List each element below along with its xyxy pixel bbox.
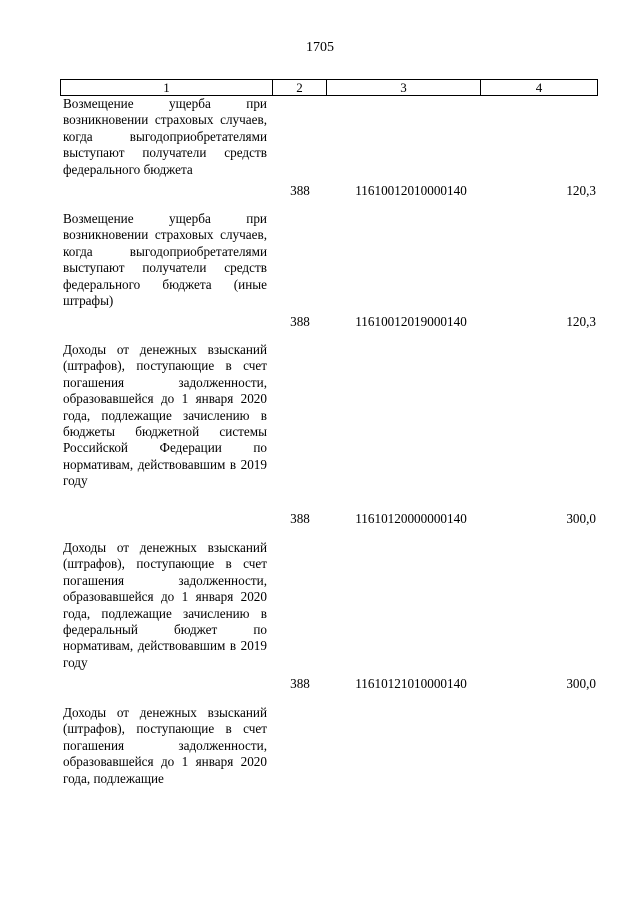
row-amount: 120,3 bbox=[566, 183, 596, 198]
row-classifier: 11610012019000140 bbox=[355, 314, 467, 329]
table-row bbox=[0, 96, 640, 211]
page-number: 1705 bbox=[306, 40, 334, 55]
row-code: 388 bbox=[290, 511, 310, 526]
row-description: Возмещение ущерба при возникновении страховых случаев, когда выгодоприобретателями выступают получатели средств федерального бюджета (иные штрафы) bbox=[63, 211, 267, 309]
table-row bbox=[0, 211, 640, 342]
header-col-2: 2 bbox=[273, 80, 327, 95]
row-amount: 300,0 bbox=[566, 676, 596, 691]
header-col-1: 1 bbox=[61, 80, 273, 95]
row-description: Доходы от денежных взысканий (штрафов), поступающие в счет погашения задолженности, образовавшейся до 1 января 2020 года, подлежащие зачислению в федеральный бюджет по нормативам, действовавшим в 2019 году bbox=[63, 540, 267, 670]
row-code: 388 bbox=[290, 183, 310, 198]
table-row bbox=[0, 342, 640, 540]
table-row bbox=[0, 705, 640, 815]
row-classifier: 11610121010000140 bbox=[355, 676, 467, 691]
row-description: Доходы от денежных взысканий (штрафов), поступающие в счет погашения задолженности, образовавшейся до 1 января 2020 года, подлежащие bbox=[63, 705, 267, 786]
header-col-3: 3 bbox=[327, 80, 481, 95]
row-description: Доходы от денежных взысканий (штрафов), поступающие в счет погашения задолженности, образовавшейся до 1 января 2020 года, подлежащие зачислению в бюджеты бюджетной системы Российской Федерации по нормативам, действовавшим в 2019 году bbox=[63, 342, 267, 489]
table-row bbox=[0, 540, 640, 705]
row-amount: 300,0 bbox=[566, 511, 596, 526]
table-body bbox=[0, 96, 640, 815]
row-code: 388 bbox=[290, 314, 310, 329]
row-classifier: 11610012010000140 bbox=[355, 183, 467, 198]
header-col-4: 4 bbox=[535, 80, 543, 95]
table-header bbox=[60, 79, 598, 96]
row-classifier: 11610120000000140 bbox=[355, 511, 467, 526]
row-amount: 120,3 bbox=[566, 314, 596, 329]
row-code: 388 bbox=[290, 676, 310, 691]
row-description: Возмещение ущерба при возникновении страховых случаев, когда выгодоприобретателями выступают получатели средств федерального бюджета bbox=[63, 96, 267, 177]
